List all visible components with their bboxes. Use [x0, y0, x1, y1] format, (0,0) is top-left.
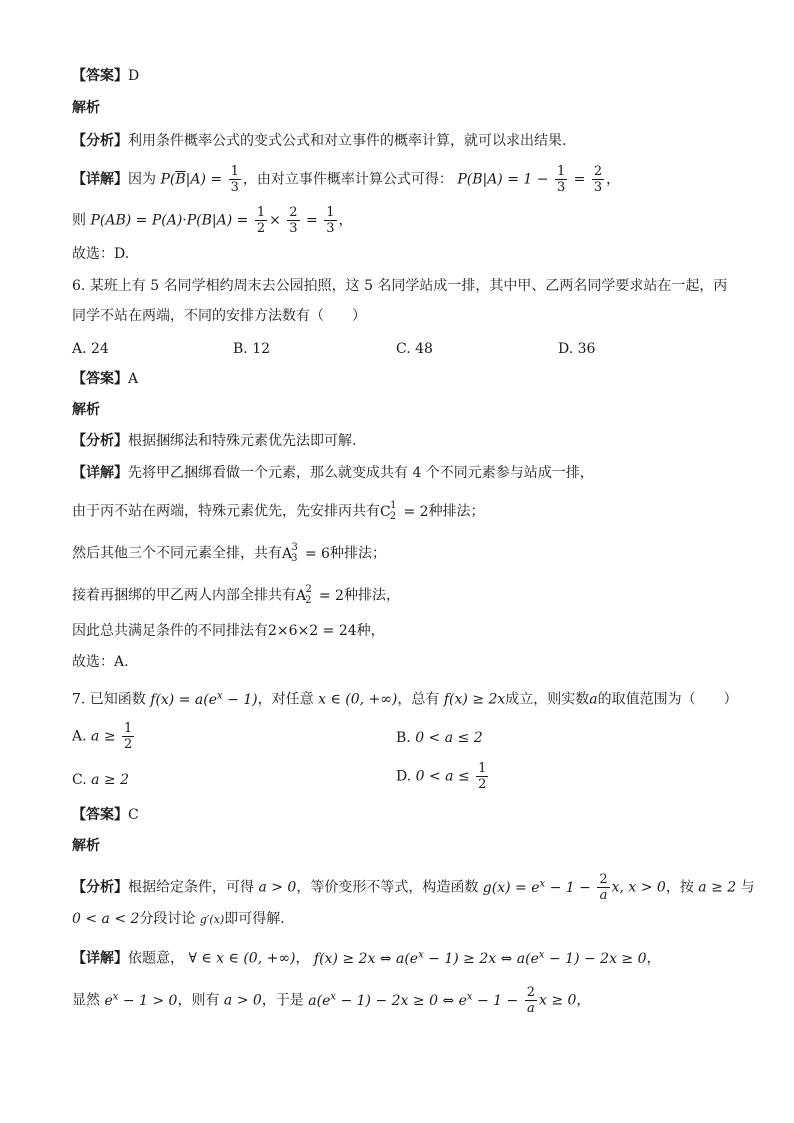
q6-stem-line-2: 同学不站在两端，不同的安排方法数有（ ）	[72, 308, 366, 324]
stem-text: 的取值范围为（ ）	[597, 691, 738, 708]
q5-answer-line	[72, 66, 139, 86]
detail-text: ，则有	[177, 992, 220, 1009]
q7-option-d: D. 0 < a ≤ $\frac{1}{2}$	[396, 761, 487, 792]
q7-option-c: C. a ≥ 2	[72, 772, 130, 788]
q6-analysis-heading	[72, 400, 100, 420]
stem-text: 7. 已知函数	[72, 691, 146, 708]
formula-fx: $f(x) = a(e^x - 1)$	[150, 690, 258, 708]
fraction-1-2: $\frac{1}{2}$	[256, 205, 266, 236]
formula-product: 2×6×2 = 24	[268, 623, 357, 639]
q6-stem-line-1: 6. 某班上有 5 名同学相约周末去公园拍照，这 5 名同学站成一排，其中甲、乙两名同学要求站在一起，丙	[72, 278, 728, 294]
detail-text: 则	[72, 212, 86, 229]
detail-text: 种，	[356, 623, 385, 639]
q6-answer-line	[72, 369, 138, 389]
fraction-1-2: $\frac{1}{2}$	[478, 761, 487, 792]
fenxi-text: 利用条件概率公式的变式公式和对立事件的概率计算，就可以求出结果.	[128, 133, 567, 149]
q5-conclusion: 故选：D.	[72, 246, 130, 262]
stem-text: 成立，则实数	[505, 691, 590, 708]
q5-detail-line-2: 则 P(AB) = P(A)·P(B|A) = $\frac{1}{2}$ × $\frac{2}{3}$ = $\frac{1}{3}$ ，	[72, 205, 353, 236]
fenxi-text: ，等价变形不等式，构造函数	[296, 879, 479, 896]
formula-p-notb-given-a: $P(\overline{B}|A)$ =	[160, 171, 223, 188]
fenxi-text: 根据给定条件，可得	[128, 879, 254, 896]
detail-text: 种排法；	[428, 503, 485, 520]
answer-tag: 【答案】	[72, 371, 128, 387]
analysis-tag: 解析	[72, 838, 100, 854]
detail-text: ，由对立事件概率计算公式可得：	[242, 171, 453, 188]
q7-detail-line-2: 显然 $e^x - 1 > 0$，则有 a > 0，于是 $a(e^x - 1) - 2x \ge 0$ ⇔ $e^x - 1$ − $\frac{2}{a}$ x ≥ 0，	[72, 985, 591, 1016]
formula-transform: $a(e^x - 1) - 2x \ge 0$ ⇔ $e^x - 1$ −	[308, 990, 519, 1009]
q7-analysis-heading	[72, 836, 100, 856]
analysis-tag: 解析	[72, 402, 100, 418]
detail-text: 依题意，	[128, 950, 184, 967]
detail-text: 然后其他三个不同元素全排，共有	[72, 545, 282, 562]
fraction-2-3: $\frac{2}{3}$	[289, 205, 298, 236]
detail-text: ，	[576, 992, 591, 1009]
q6-detail-line-5	[72, 621, 385, 641]
fenxi-tag: 【分析】	[72, 433, 128, 449]
fenxi-text: 根据捆绑法和特殊元素优先法即可解.	[128, 433, 357, 449]
detail-text: 由于丙不站在两端，特殊元素优先，先安排丙共有	[72, 503, 380, 520]
formula-c21: $C_2^1 = 2$	[380, 500, 429, 523]
answer-value: D	[128, 68, 140, 84]
formula-domain: x ∈ (0, +∞)	[318, 691, 398, 708]
q6-detail-line-3	[72, 540, 386, 569]
stem-text: ，总有	[397, 691, 440, 708]
answer-value: A	[128, 371, 139, 387]
fraction-1-2: $\frac{1}{2}$	[124, 721, 133, 752]
detail-text: 种排法；	[329, 545, 386, 562]
stem-text: ，对任意	[257, 691, 314, 708]
q6-detail-line-4	[72, 582, 400, 611]
q6-fenxi-line	[72, 431, 356, 451]
q7-fenxi-line-1: 【分析】根据给定条件，可得 a > 0，等价变形不等式，构造函数 $g(x) = e^x - 1$ − $\frac{2}{a}$ x, x > 0，按 a ≥ 2 与	[72, 872, 755, 903]
answer-tag: 【答案】	[72, 807, 128, 823]
q7-option-a: A. a ≥ $\frac{1}{2}$	[72, 721, 133, 752]
q6-option-d: D. 36	[558, 341, 596, 357]
detail-text: 显然	[72, 992, 100, 1009]
q6-detail-line-1	[72, 463, 594, 483]
q7-stem: 7. 已知函数 $f(x) = a(e^x - 1)$，对任意 x ∈ (0, +∞)，总有 f(x) ≥ 2x成立，则实数a的取值范围为（ ）	[72, 690, 738, 708]
fraction-2-3: $\frac{2}{3}$	[593, 164, 603, 195]
formula-p-ab: P(AB) = P(A)·P(B|A) =	[90, 212, 249, 229]
fenxi-text: ，按	[665, 879, 694, 896]
detail-text: 因此总共满足条件的不同排法有	[72, 623, 268, 639]
q7-fenxi-line-2: 0 < a < 2分段讨论 g′(x)即可得解.	[72, 911, 285, 927]
formula-p-b-given-a: P(B|A) = 1 −	[457, 171, 549, 188]
detail-text: ，于是	[261, 992, 304, 1009]
fenxi-text: 分段讨论	[139, 911, 196, 927]
option-label: D.	[396, 768, 412, 785]
detail-text: ，	[338, 212, 353, 229]
q6-conclusion: 故选：A.	[72, 654, 129, 670]
formula-a33: $A_3^3 = 6$	[282, 542, 330, 565]
q7-option-b: B. 0 < a ≤ 2	[396, 730, 483, 746]
option-label: B.	[396, 730, 411, 746]
xiangjie-tag: 【详解】	[72, 171, 128, 188]
detail-text: 种排法，	[343, 587, 400, 604]
fenxi-tag: 【分析】	[72, 133, 128, 149]
q5-analysis-heading	[72, 98, 100, 118]
formula-a22: $A_2^2 = 2$	[296, 584, 344, 607]
detail-text: 接着再捆绑的甲乙两人内部全排共有	[72, 587, 296, 604]
detail-text: 先将甲乙捆绑看做一个元素，那么就变成共有 4 个不同元素参与站成一排，	[128, 465, 594, 481]
q6-option-a: A. 24	[72, 341, 109, 357]
q5-detail-line-1: 【详解】因为 $P(\overline{B}|A)$ = $\frac{1}{3}$ ，由对立事件概率计算公式可得： P(B|A) = 1 − $\frac{1}{3}$ = $\frac{2}{3}$ ，	[72, 164, 621, 195]
fraction-1-3: $\frac{1}{3}$	[326, 205, 335, 236]
analysis-tag: 解析	[72, 100, 100, 116]
xiangjie-tag: 【详解】	[72, 465, 128, 481]
formula-equivalence: f(x) ≥ 2x ⇔ $a(e^x - 1) \ge 2x$ ⇔ $a(e^x - 1) - 2x \ge 0$	[313, 949, 647, 967]
detail-text: 因为	[128, 171, 156, 188]
option-label: A.	[72, 728, 87, 745]
xiangjie-tag: 【详解】	[72, 950, 128, 967]
formula-gx: $g(x) = e^x - 1$ −	[482, 877, 591, 896]
fraction-1-3: $\frac{1}{3}$	[556, 164, 566, 195]
q6-option-c: C. 48	[396, 341, 433, 357]
fraction-2-a: $\frac{2}{a}$	[599, 872, 608, 903]
fraction-1-3: $\frac{1}{3}$	[230, 164, 239, 195]
answer-value: C	[128, 807, 139, 823]
q7-answer-line	[72, 805, 139, 825]
option-label: C.	[72, 772, 87, 788]
q6-option-b: B. 12	[233, 341, 271, 357]
formula-ineq: f(x) ≥ 2x	[443, 691, 506, 708]
q7-detail-line-1: 【详解】依题意， ∀ ∈ x ∈ (0, +∞)， f(x) ≥ 2x ⇔ $a(e^x - 1) \ge 2x$ ⇔ $a(e^x - 1) - 2x \ge 0$，	[72, 949, 661, 967]
q5-fenxi-line	[72, 131, 566, 151]
fenxi-text: 即可得解.	[224, 911, 285, 927]
fraction-2-a: $\frac{2}{a}$	[526, 985, 535, 1016]
detail-text: ，	[295, 950, 310, 967]
answer-tag: 【答案】	[72, 68, 128, 84]
q6-detail-line-2	[72, 498, 485, 527]
fenxi-text: 与	[740, 879, 755, 896]
fenxi-tag: 【分析】	[72, 879, 128, 896]
